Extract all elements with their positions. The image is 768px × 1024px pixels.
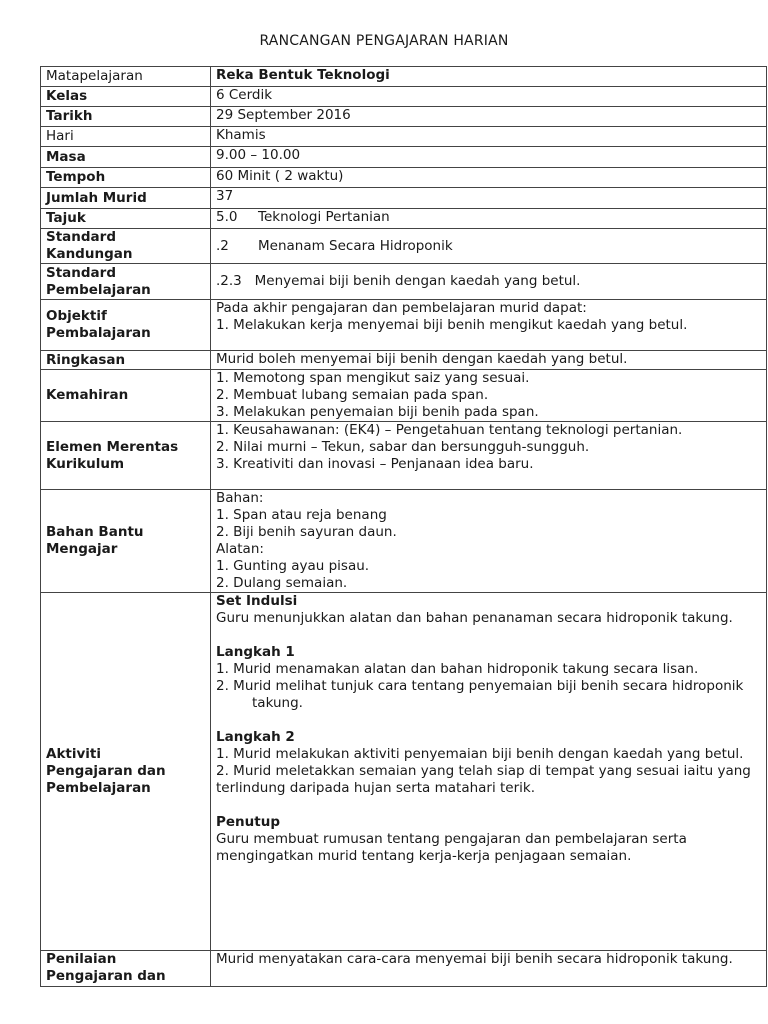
langkah-2-item: 2. Murid meletakkan semaian yang telah siap di tempat yang sesuai iaitu yang terlindung daripada hujan serta matahari terik. — [216, 763, 751, 796]
label-line-2: Kurikulum — [46, 455, 125, 472]
alatan-heading: Alatan: — [216, 541, 264, 557]
row-bahan-bantu — [41, 490, 767, 593]
row-matapelajaran — [41, 67, 767, 87]
row-tajuk — [41, 209, 767, 229]
standard-kandungan-number: .2 — [216, 237, 229, 254]
label-tajuk: Tajuk — [41, 209, 211, 229]
row-elemen-merentas — [41, 422, 767, 490]
bahan-item: 1. Span atau reja benang — [216, 507, 387, 523]
row-objektif — [41, 300, 767, 351]
row-aktiviti — [41, 593, 767, 951]
set-induksi-text: Guru menunjukkan alatan dan bahan penanaman secara hidroponik takung. — [216, 610, 733, 626]
value-jumlah-murid: 37 — [211, 188, 767, 209]
langkah-1-item: 1. Murid menamakan alatan dan bahan hidroponik takung secara lisan. — [216, 661, 699, 677]
kemahiran-item: 2. Membuat lubang semaian pada span. — [216, 387, 489, 403]
alatan-item: 2. Dulang semaian. — [216, 575, 348, 591]
objektif-intro: Pada akhir pengajaran dan pembelajaran murid dapat: — [216, 300, 587, 316]
row-standard-kandungan — [41, 229, 767, 264]
label-kemahiran: Kemahiran — [41, 370, 211, 422]
elemen-item: 1. Keusahawanan: (EK4) – Pengetahuan tentang teknologi pertanian. — [216, 422, 683, 438]
label-line-1: Bahan Bantu — [46, 524, 144, 540]
label-line-1: Standard — [46, 229, 116, 245]
value-objektif — [211, 300, 767, 351]
label-line-1: Aktiviti — [46, 746, 102, 762]
label-jumlah-murid: Jumlah Murid — [41, 188, 211, 209]
label-tarikh: Tarikh — [41, 107, 211, 127]
label-line-2: Pengajaran dan — [46, 968, 166, 984]
value-ringkasan: Murid boleh menyemai biji benih dengan kaedah yang betul. — [211, 351, 767, 370]
label-kelas: Kelas — [41, 87, 211, 107]
row-standard-pembelajaran — [41, 264, 767, 300]
value-standard-kandungan — [211, 229, 767, 264]
label-aktiviti — [41, 593, 211, 951]
langkah-2-heading: Langkah 2 — [216, 729, 295, 745]
label-line-1: Penilaian — [46, 951, 117, 967]
label-penilaian — [41, 951, 211, 987]
penutup-text: Guru membuat rumusan tentang pengajaran dan pembelajaran serta mengingatkan murid tentang kerja-kerja penjagaan semaian. — [216, 831, 687, 864]
standard-kandungan-text: Menanam Secara Hidroponik — [258, 237, 453, 254]
row-tarikh — [41, 107, 767, 127]
row-penilaian — [41, 951, 767, 987]
kemahiran-item: 1. Memotong span mengikut saiz yang sesuai. — [216, 370, 530, 386]
alatan-item: 1. Gunting ayau pisau. — [216, 558, 370, 574]
row-jumlah-murid — [41, 188, 767, 209]
label-line-1: Elemen Merentas — [46, 438, 179, 455]
spacer — [216, 797, 761, 814]
value-penilaian: Murid menyatakan cara-cara menyemai biji benih secara hidroponik takung. — [211, 951, 767, 987]
value-standard-pembelajaran: .2.3 Menyemai biji benih dengan kaedah yang betul. — [211, 264, 767, 300]
elemen-item: 3. Kreativiti dan inovasi – Penjanaan idea baru. — [216, 456, 534, 472]
kemahiran-item: 3. Melakukan penyemaian biji benih pada span. — [216, 404, 539, 420]
value-masa: 9.00 – 10.00 — [211, 147, 767, 168]
value-hari: Khamis — [211, 127, 767, 147]
elemen-item: 2. Nilai murni – Tekun, sabar dan bersungguh-sungguh. — [216, 439, 590, 455]
value-matapelajaran: Reka Bentuk Teknologi — [211, 67, 767, 87]
row-tempoh — [41, 168, 767, 188]
value-kelas: 6 Cerdik — [211, 87, 767, 107]
label-elemen-merentas — [41, 422, 211, 490]
spacer — [216, 712, 761, 729]
label-standard-pembelajaran — [41, 264, 211, 300]
row-ringkasan — [41, 351, 767, 370]
value-tajuk — [211, 209, 767, 229]
bahan-item: 2. Biji benih sayuran daun. — [216, 524, 397, 540]
label-ringkasan: Ringkasan — [41, 351, 211, 370]
label-line-1: Objektif — [46, 308, 107, 324]
row-masa — [41, 147, 767, 168]
row-kelas — [41, 87, 767, 107]
label-hari: Hari — [41, 127, 211, 147]
bahan-heading: Bahan: — [216, 490, 264, 506]
label-line-2: Pengajaran dan — [46, 763, 166, 779]
label-line-1: Standard — [46, 264, 116, 281]
value-elemen-merentas — [211, 422, 767, 490]
label-line-3: Pembelajaran — [46, 780, 151, 796]
label-line-2: Mengajar — [46, 541, 118, 557]
langkah-1-heading: Langkah 1 — [216, 644, 295, 660]
label-bahan-bantu — [41, 490, 211, 593]
value-bahan-bantu — [211, 490, 767, 593]
label-tempoh: Tempoh — [41, 168, 211, 188]
label-objektif — [41, 300, 211, 351]
lesson-plan-table — [40, 66, 767, 987]
row-hari — [41, 127, 767, 147]
penutup-heading: Penutup — [216, 814, 280, 830]
label-standard-kandungan — [41, 229, 211, 264]
langkah-1-item-continued: takung. — [252, 695, 303, 711]
label-matapelajaran: Matapelajaran — [41, 67, 211, 87]
objektif-item: 1. Melakukan kerja menyemai biji benih mengikut kaedah yang betul. — [216, 317, 688, 333]
set-induksi-heading: Set Indulsi — [216, 593, 298, 609]
label-line-2: Kandungan — [46, 246, 133, 262]
label-line-2: Pembalajaran — [46, 325, 151, 341]
row-kemahiran — [41, 370, 767, 422]
label-line-2: Pembelajaran — [46, 281, 151, 298]
value-tempoh: 60 Minit ( 2 waktu) — [211, 168, 767, 188]
label-masa: Masa — [41, 147, 211, 168]
langkah-1-item: 2. Murid melihat tunjuk cara tentang penyemaian biji benih secara hidroponik — [216, 678, 744, 694]
tajuk-number: 5.0 — [216, 209, 238, 225]
value-tarikh: 29 September 2016 — [211, 107, 767, 127]
value-aktiviti — [211, 593, 767, 951]
document-title: RANCANGAN PENGAJARAN HARIAN — [259, 33, 509, 49]
value-kemahiran — [211, 370, 767, 422]
tajuk-text: Teknologi Pertanian — [258, 209, 390, 225]
langkah-2-item: 1. Murid melakukan aktiviti penyemaian biji benih dengan kaedah yang betul. — [216, 746, 744, 762]
spacer — [216, 627, 761, 644]
